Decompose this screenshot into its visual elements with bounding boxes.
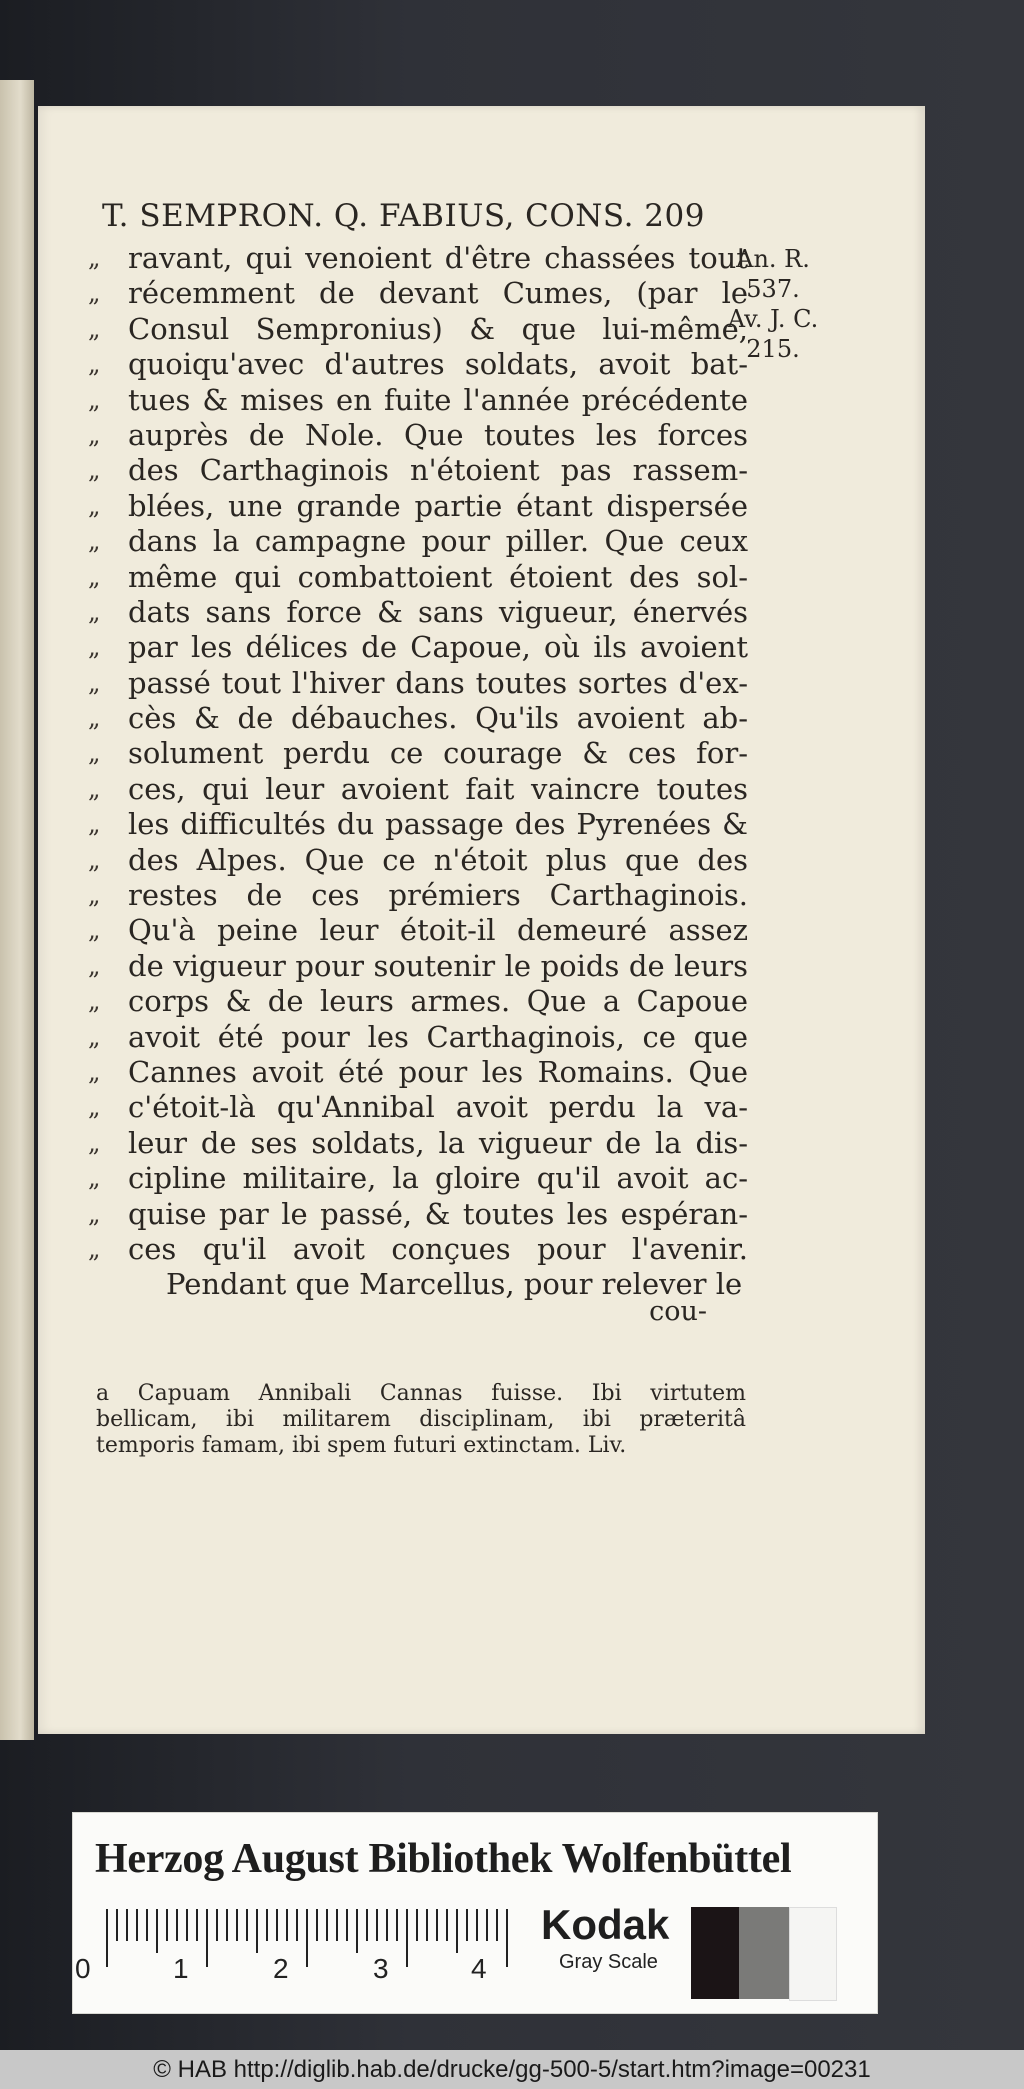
line-text: Pendant que Marcellus, pour relever le [166, 1267, 743, 1302]
line-text: avoit été pour les Carthaginois, ce que [128, 1019, 748, 1054]
quote-mark: „ [88, 385, 101, 414]
text-line [88, 560, 748, 595]
library-name: Herzog August Bibliothek Wolfenbüttel [95, 1836, 792, 1882]
line-text: leur de ses soldats, la vigueur de la dis- [128, 1125, 748, 1160]
line-text: Consul Sempronius) & que lui-même, [128, 311, 748, 346]
footnote-line: a Capuam Annibali Cannas fuisse. Ibi virtutem [96, 1381, 746, 1406]
text-line [88, 1232, 748, 1267]
line-text: passé tout l'hiver dans toutes sortes d'ex- [128, 665, 748, 700]
text-line [88, 241, 748, 276]
quote-mark: „ [88, 916, 101, 945]
line-text: quise par le passé, & toutes les espéran- [128, 1196, 748, 1231]
line-text: tues & mises en fuite l'année précédente [128, 382, 748, 417]
quote-mark: „ [88, 1234, 101, 1263]
line-text: solument perdu ce courage & ces for- [128, 736, 748, 771]
text-line [88, 347, 748, 382]
line-text: dans la campagne pour piller. Que ceux [128, 524, 748, 559]
quote-mark: „ [88, 314, 101, 343]
gray-scale-label: Gray Scale [559, 1951, 658, 1973]
text-line [88, 630, 748, 665]
line-text: cipline militaire, la gloire qu'il avoit ac- [128, 1161, 748, 1196]
ruler-number: 3 [373, 1953, 389, 1984]
quote-mark: „ [88, 279, 101, 308]
line-text: dats sans force & sans vigueur, énervés [128, 594, 748, 629]
ruler-number: 1 [173, 1953, 189, 1984]
line-text: Cannes avoit été pour les Romains. Que [128, 1054, 748, 1089]
ruler-number: 0 [75, 1953, 91, 1984]
quote-mark: „ [88, 491, 101, 520]
text-line [88, 736, 748, 771]
footnote-line: bellicam, ibi militarem disciplinam, ibi præteritâ [96, 1407, 746, 1432]
footnote [96, 1381, 746, 1459]
body-text [88, 241, 748, 1303]
line-text: quoiqu'avec d'autres soldats, avoit bat- [128, 347, 748, 382]
running-head: T. SEMPRON. Q. FABIUS, CONS. 209 [102, 198, 705, 234]
text-line [88, 913, 748, 948]
quote-mark: „ [88, 1164, 101, 1193]
line-text: même qui combattoient étoient des sol- [128, 559, 748, 594]
margin-note-line: 215. [746, 335, 800, 363]
quote-mark: „ [88, 810, 101, 839]
text-line [88, 949, 748, 984]
quote-mark: „ [88, 633, 101, 662]
text-line [88, 807, 748, 842]
library-color-card [72, 1812, 878, 2014]
book-page [38, 106, 925, 1734]
line-text: blées, une grande partie étant dispersée [128, 488, 748, 523]
quote-mark: „ [88, 1022, 101, 1051]
kodak-logo: Kodak [541, 1901, 670, 1948]
quote-mark: „ [88, 597, 101, 626]
quote-mark: „ [88, 881, 101, 910]
text-line [88, 453, 748, 488]
text-line [88, 984, 748, 1019]
text-line [88, 418, 748, 453]
text-line [88, 1161, 748, 1196]
text-line [88, 383, 748, 418]
quote-mark: „ [88, 350, 101, 379]
line-text: de vigueur pour soutenir le poids de leurs [128, 948, 748, 983]
gray-patch-black [691, 1907, 739, 1999]
line-text: cès & de débauches. Qu'ils avoient ab- [128, 701, 748, 736]
line-text: ces qu'il avoit conçues pour l'avenir. [128, 1231, 748, 1266]
line-text: auprès de Nole. Que toutes les forces [128, 417, 748, 452]
text-line [88, 772, 748, 807]
margin-note-line: 537. [746, 275, 800, 303]
margin-note-line: Av. J. C. [727, 305, 819, 333]
line-text: restes de ces prémiers Carthaginois. [128, 878, 748, 913]
catchword: cou- [649, 1296, 707, 1327]
text-line [88, 1126, 748, 1161]
gray-patch-white [789, 1907, 837, 2001]
line-text: ces, qui leur avoient fait vaincre toutes [128, 771, 748, 806]
quote-mark: „ [88, 244, 101, 272]
adjacent-page-edge [0, 80, 34, 1740]
gray-patch-mid [739, 1907, 789, 1999]
line-text: par les délices de Capoue, où ils avoient [128, 630, 748, 665]
quote-mark: „ [88, 704, 101, 733]
text-line [88, 843, 748, 878]
text-line [88, 312, 748, 347]
text-line [88, 1055, 748, 1090]
quote-mark: „ [88, 668, 101, 697]
line-text: les difficultés du passage des Pyrenées & [128, 807, 748, 842]
line-text: récemment de devant Cumes, (par le [128, 276, 748, 311]
text-line [88, 1020, 748, 1055]
quote-mark: „ [88, 774, 101, 803]
quote-mark: „ [88, 1093, 101, 1122]
ruler-number: 2 [273, 1953, 289, 1984]
quote-mark: „ [88, 845, 101, 874]
quote-mark: „ [88, 1199, 101, 1228]
quote-mark: „ [88, 951, 101, 980]
line-text: des Carthaginois n'étoient pas rassem- [128, 453, 748, 488]
text-line [88, 1090, 748, 1125]
text-line [88, 878, 748, 913]
quote-mark: „ [88, 987, 101, 1016]
text-line [88, 595, 748, 630]
text-line [88, 1197, 748, 1232]
ruler-number: 4 [471, 1953, 487, 1984]
text-line [88, 701, 748, 736]
quote-mark: „ [88, 527, 101, 556]
text-line [88, 524, 748, 559]
line-text: c'étoit-là qu'Annibal avoit perdu la va- [128, 1090, 748, 1125]
quote-mark: „ [88, 739, 101, 768]
text-line [88, 489, 748, 524]
line-text: Qu'à peine leur étoit-il demeuré assez [128, 913, 748, 948]
quote-mark: „ [88, 456, 101, 485]
line-text: corps & de leurs armes. Que a Capoue [128, 984, 748, 1019]
footnote-line: temporis famam, ibi spem futuri extinctam. Liv. [96, 1433, 627, 1458]
text-line [88, 276, 748, 311]
quote-mark: „ [88, 1057, 101, 1086]
quote-mark: „ [88, 420, 101, 449]
quote-mark: „ [88, 562, 101, 591]
copyright-footer: © HAB http://diglib.hab.de/drucke/gg-500-5/start.htm?image=00231 [0, 2050, 1024, 2089]
margin-note-line: An. R. [736, 245, 810, 273]
quote-mark: „ [88, 1128, 101, 1157]
text-line [88, 666, 748, 701]
line-text: ravant, qui venoient d'être chassées tout [128, 241, 748, 275]
line-text: des Alpes. Que ce n'étoit plus que des [128, 842, 748, 877]
